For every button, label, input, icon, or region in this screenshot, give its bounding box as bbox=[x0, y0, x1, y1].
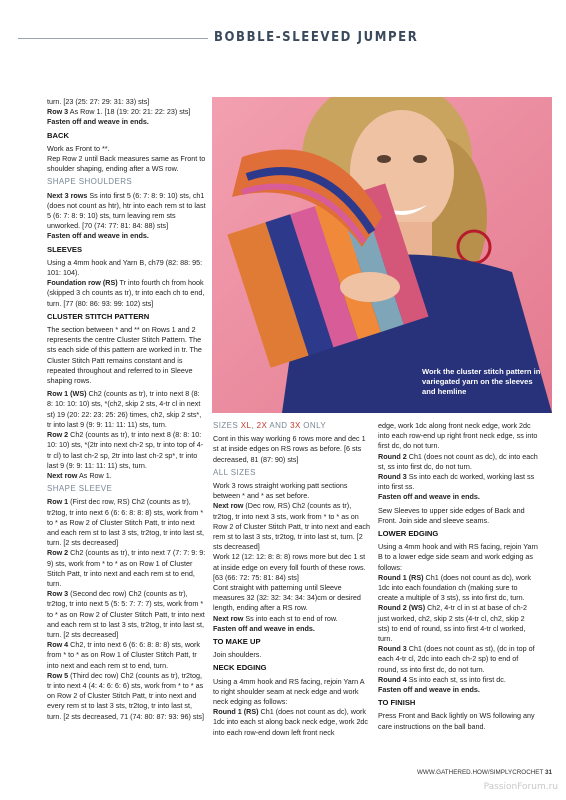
photo-caption: Work the cluster stitch pattern in variegated yarn on the sleeves and hemline bbox=[422, 367, 541, 396]
paragraph: Next 3 rows Ss into first 5 (6: 7: 8: 9: 10) sts, ch1 (does not count as htr), htr into each rem st to last 5 (6: 7: 8: 9: 10) sts, turn leaving rem sts unworked. [70 (74: 77: 81: 84: 88) sts] Fasten off and weave in ends. bbox=[47, 190, 206, 241]
column-middle bbox=[213, 421, 371, 741]
paragraph: Work as Front to **. Rep Row 2 until Back measures same as Front to shoulder shaping, ending after a WS row. bbox=[47, 143, 206, 174]
page-title: BOBBLE-SLEEVED JUMPER bbox=[214, 30, 419, 45]
model-photo-illustration bbox=[212, 97, 552, 413]
paragraph: Using a 4mm hook and with RS facing, rejoin Yarn B to a lower edge side seam and work edging as follows: Round 1 (RS) Ch1 (does not count as dc), work 1dc into each foundation ch (making sure to create a multiple of 3 sts), ss into first dc, turn. Round 2 (WS) Ch2, 4-tr cl in st at base of ch-2 just worked, ch2, skip 2 sts (4-tr cl, ch2, skip 2 sts) to end of round, ss into first 4-tr cl worked, turn. Round 3 Ch1 (does not count as st), (dc in top of each 4-tr cl, 2dc into each ch-2 sp) to end of round, ss into first dc, do not turn. Round 4 Ss into each st, ss into first dc. Fasten off and weave in ends. bbox=[378, 542, 538, 695]
paragraph: Row 1 (WS) Ch2 (counts as tr), tr into next 8 (8: 8: 10: 10: 10) sts, *(ch2, skip 2 sts, 4-tr cl in next st) 19 (20: 22: 23: 25: 26) times, ch2, skip 2 sts*, tr into last 9 (9: 9: 11: 11: 11) sts, turn. Row 2 Ch2 (counts as tr), tr into next 8 (8: 8: 10: 10: 10) sts, *(2tr into next ch-2 sp, tr into top of 4-tr cl) to last ch-2 sp, 2tr into last ch-2 sp*, tr into last 9 (9: 9: 11: 11: 11) sts, turn. Next row As Row 1. bbox=[47, 389, 204, 480]
section-heading-back: BACK bbox=[47, 130, 69, 140]
paragraph: Using a 4mm hook and RS facing, rejoin Yarn A to right shoulder seam at neck edge and work neck edging as follows: Round 1 (RS) Ch1 (does not count as dc), work 1dc into each st along back neck edge, work 2dc into each row-end down left front neck bbox=[213, 676, 369, 737]
paragraph: Cont in this way working 6 rows more and dec 1 st at inside edges on RS rows as before. [6 sts decreased, 81 (87: 90) sts] bbox=[213, 434, 366, 464]
section-heading-sleeves: SLEEVES bbox=[47, 244, 83, 254]
paragraph: Press Front and Back lightly on WS following any care instructions on the ball band. bbox=[378, 711, 535, 731]
footer-url[interactable]: WWW.GATHERED.HOW/SIMPLYCROCHET bbox=[416, 769, 544, 776]
subheading-shape-sleeve: SHAPE SLEEVE bbox=[47, 484, 113, 494]
paragraph: turn. [23 (25: 27: 29: 31: 33) sts] Row 3 As Row 1. [18 (19: 20: 21: 22: 23) sts] Fasten off and weave in ends. bbox=[47, 97, 191, 127]
section-heading-lower-edging: LOWER EDGING bbox=[378, 529, 439, 539]
paragraph: Sew Sleeves to upper side edges of Back and Front. Join side and sleeve seams. bbox=[378, 505, 525, 525]
model-photo bbox=[212, 97, 552, 413]
column-right bbox=[378, 421, 538, 735]
paragraph: The section between * and ** on Rows 1 and 2 represents the centre Cluster Stitch Pattern. The sts each side of this pattern are worked in tr. The Cluster Stitch Patt remains constant and is repeated throughout and referred to in Sleeve shaping rows. bbox=[47, 325, 202, 386]
paragraph: Using a 4mm hook and Yarn B, ch79 (82: 88: 95: 101: 104). Foundation row (RS) Tr into fourth ch from hook (skipped 3 ch counts as tr), tr into each ch to end, turn. [77 (80: 86: 93: 99: 102) sts] bbox=[47, 257, 205, 308]
page-number: 31 bbox=[544, 769, 552, 776]
page-footer bbox=[417, 768, 552, 778]
paragraph: edge, work 1dc along front neck edge, work 2dc into each row-end up right front neck edge, ss into first dc, do not turn. Round 2 Ch1 (does not count as dc), dc into each st, ss into first dc, do not turn. Round 3 Ss into each dc worked, working last ss into first ss. Fasten off and weave in ends. bbox=[378, 421, 538, 502]
header-rule bbox=[18, 38, 208, 39]
section-heading-finish: TO FINISH bbox=[378, 698, 416, 708]
subheading-sizes: SIZES XL, 2X AND 3X ONLY bbox=[213, 421, 327, 430]
subheading-shape-shoulders: SHAPE SHOULDERS bbox=[47, 177, 133, 187]
subheading-all-sizes: ALL SIZES bbox=[213, 467, 256, 477]
paragraph: Row 1 (First dec row, RS) Ch2 (counts as tr), tr2tog, tr into next 6 (6: 6: 8: 8: 8) sts, work from * to * as Row 2 of Cluster Stitch Patt, tr into next and each rem st to last 3 sts, tr2tog, tr into last st, turn. [2 sts decreased] Row 2 Ch2 (counts as tr), tr into next 7 (7: 7: 9: 9: 9) sts, work from * to * as on Row 1 of Cluster Stitch Patt, tr into next and each rem st to end, turn. Row 3 (Second dec row) Ch2 (counts as tr), tr2tog, tr into next 5 (5: 5: 7: 7: 7) sts, work from * to * as on Row 2 of Cluster Stitch Patt, tr into next and each rem st to last 3 sts, tr2tog, tr into last st, turn. [2 sts decreased] Row 4 Ch2, tr into next 6 (6: 6: 8: 8: 8) sts, work from * to * as on Row 1 of Cluster Stitch Patt, tr into next and each rem st to end, turn. Row 5 (Third dec row) Ch2 (counts as tr), tr2tog, tr into next 4 (4: 4: 6: 6: 6) sts, work from * to * as on Row 2 of Cluster Stitch Patt, tr into next and every rem st to last 3 sts, tr2tog, tr into last st, turn. [2 sts decreased, 71 (74: 80: 87: 93: 96) sts] bbox=[47, 497, 206, 721]
paragraph: Join shoulders. bbox=[213, 650, 262, 660]
section-heading-neck-edging: NECK EDGING bbox=[213, 663, 267, 673]
section-heading-make-up: TO MAKE UP bbox=[213, 637, 261, 647]
watermark: PassionForum.ru bbox=[483, 782, 558, 792]
column-left bbox=[47, 97, 207, 725]
paragraph: Work 3 rows straight working patt sections between * and * as set before. Next row (Dec row, RS) Ch2 (counts as tr), tr2tog, tr into next 3 sts, work from * to * as on Row 2 of Cluster Stitch Patt, tr into next and each rem st to last 3 sts, tr2tog, tr into last st, turn. [2 sts decreased] Work 12 (12: 12: 8: 8: 8) rows more but dec 1 st at inside edge on every foll fourth of these rows. [63 (66: 72: 75: 81: 84) sts] Cont straight with patterning until Sleeve measures 32 (32: 32: 34: 34: 34)cm or desired length, ending after a RS row. Next row Ss into each st to end of row. Fasten off and weave in ends. bbox=[213, 481, 371, 633]
section-heading-cluster: CLUSTER STITCH PATTERN bbox=[47, 311, 150, 321]
